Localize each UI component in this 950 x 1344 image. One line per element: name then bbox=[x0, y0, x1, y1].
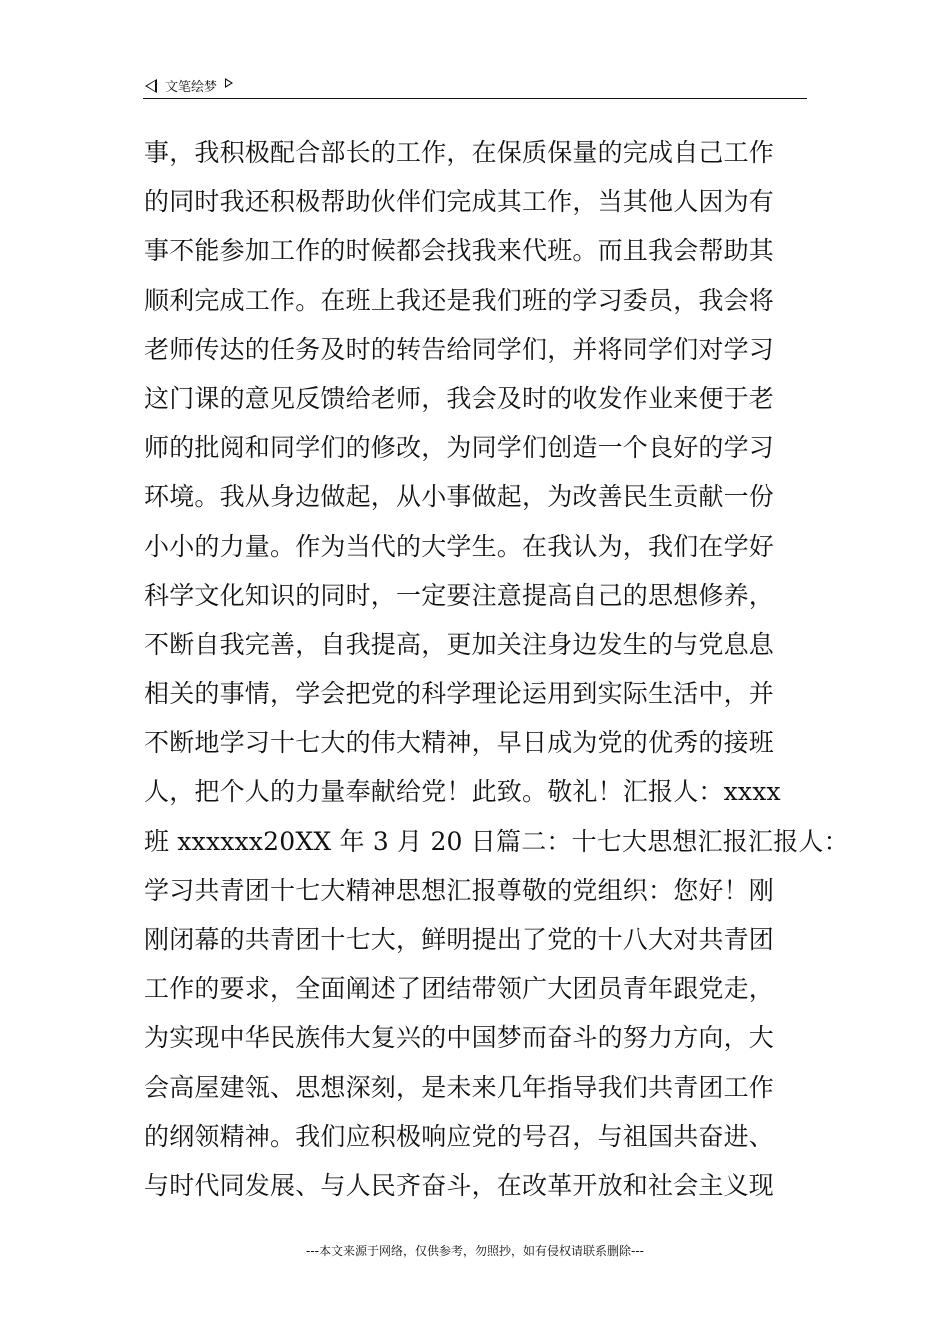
body-line: 的同时我还积极帮助伙伴们完成其工作，当其他人因为有 bbox=[144, 187, 775, 217]
body-line: 为实现中华民族伟大复兴的中国梦而奋斗的努力方向，大 bbox=[144, 1023, 775, 1053]
body-line: 不断地学习十七大的伟大精神，早日成为党的优秀的接班 bbox=[144, 728, 775, 758]
header-title: 文笔绘梦 bbox=[165, 80, 218, 95]
body-line: 这门课的意见反馈给老师，我会及时的收发作业来便于老 bbox=[144, 383, 775, 413]
body-line: 师的批阅和同学们的修改，为同学们创造一个良好的学习 bbox=[144, 433, 775, 463]
body-line: 环境。我从身边做起，从小事做起，为改善民生贡献一份 bbox=[144, 482, 775, 512]
body-line: 班 xxxxxx20XX 年 3 月 20 日篇二：十七大思想汇报汇报人： bbox=[144, 826, 849, 856]
body-line: 相关的事情，学会把党的科学理论运用到实际生活中，并 bbox=[144, 679, 775, 709]
body-line: 学习共青团十七大精神思想汇报尊敬的党组织：您好！刚 bbox=[144, 875, 775, 905]
document-body bbox=[144, 128, 849, 1210]
body-line: 工作的要求，全面阐述了团结带领广大团员青年跟党走， bbox=[144, 974, 775, 1004]
body-line: 事不能参加工作的时候都会找我来代班。而且我会帮助其 bbox=[144, 236, 775, 266]
body-line: 小小的力量。作为当代的大学生。在我认为，我们在学好 bbox=[144, 531, 775, 561]
body-line: 与时代同发展、与人民齐奋斗，在改革开放和社会主义现 bbox=[144, 1170, 775, 1200]
page-header bbox=[143, 74, 807, 99]
header-title-group bbox=[145, 76, 233, 95]
body-line: 的纲领精神。我们应积极响应党的号召，与祖国共奋进、 bbox=[144, 1121, 775, 1151]
triangle-right-icon bbox=[225, 78, 233, 88]
body-line: 老师传达的任务及时的转告给同学们，并将同学们对学习 bbox=[144, 334, 775, 364]
footer-notice: ---本文来源于网络，仅供参考，勿照抄，如有侵权请联系删除--- bbox=[306, 1244, 644, 1258]
body-line: 事，我积极配合部长的工作，在保质保量的完成自己工作 bbox=[144, 138, 775, 167]
body-line: 人，把个人的力量奉献给党！此致。敬礼！汇报人：xxxx bbox=[144, 777, 781, 807]
body-line: 科学文化知识的同时，一定要注意提高自己的思想修养， bbox=[144, 580, 775, 610]
body-line: 刚闭幕的共青团十七大，鲜明提出了党的十八大对共青团 bbox=[144, 925, 775, 954]
body-line: 顺利完成工作。在班上我还是我们班的学习委员，我会将 bbox=[144, 285, 775, 315]
body-line: 会高屋建瓴、思想深刻，是未来几年指导我们共青团工作 bbox=[144, 1072, 775, 1102]
triangle-left-icon bbox=[145, 79, 157, 93]
body-line: 不断自我完善，自我提高，更加关注身边发生的与党息息 bbox=[144, 629, 775, 659]
